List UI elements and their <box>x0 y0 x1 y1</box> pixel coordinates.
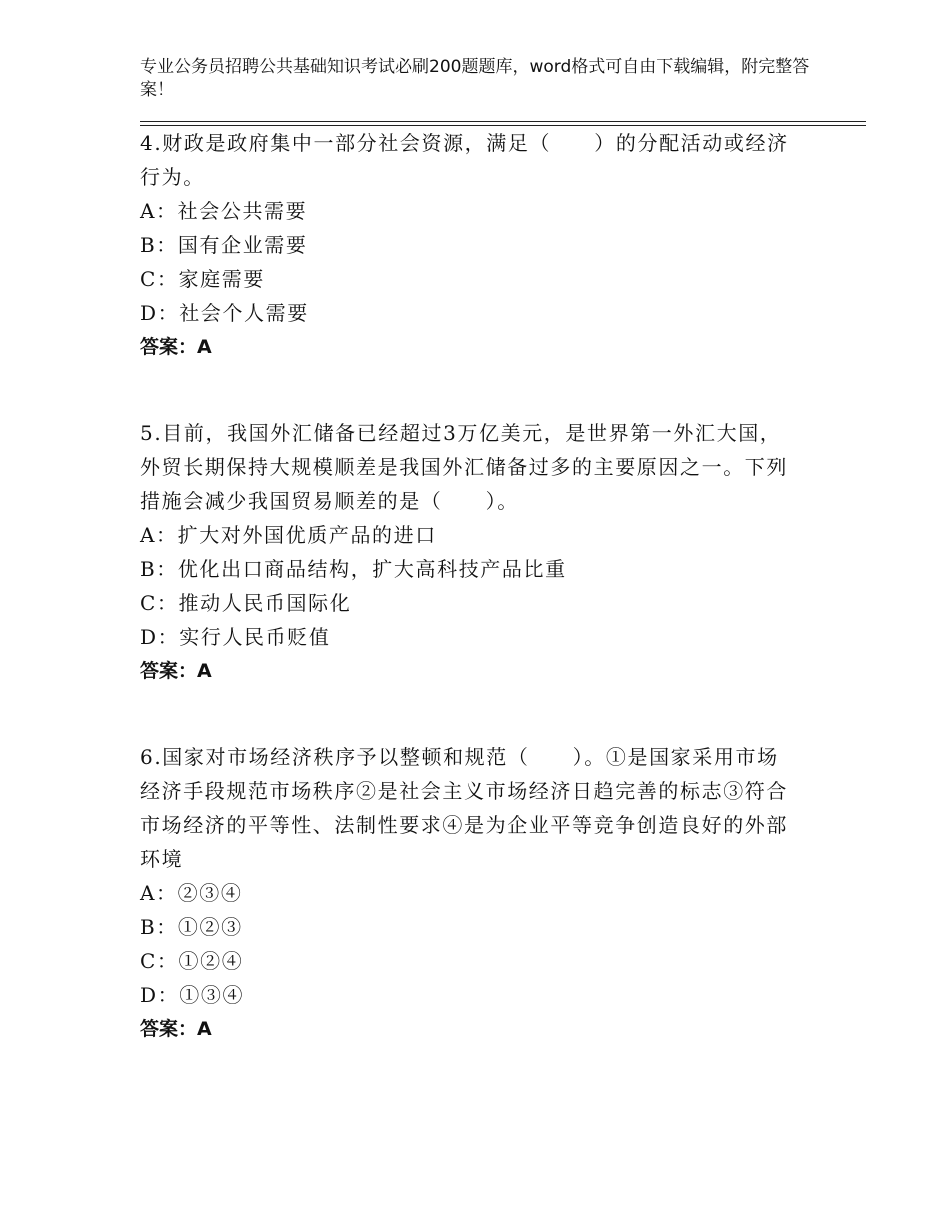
option-text: ①②③ <box>177 915 243 939</box>
option-a <box>140 876 800 910</box>
option-text: 社会个人需要 <box>179 301 309 325</box>
question-4 <box>140 126 800 364</box>
option-b <box>140 228 800 262</box>
question-stem: 6.国家对市场经济秩序予以整顿和规范（ ）。①是国家采用市场经济手段规范市场秩序②是社会主义市场经济日趋完善的标志③符合市场经济的平等性、法制性要求④是为企业平等竞争创造良好的外部环境 <box>140 745 788 871</box>
answer-label: 答案：A <box>140 1018 212 1040</box>
question-stem: 4.财政是政府集中一部分社会资源，满足（ ）的分配活动或经济行为。 <box>140 131 789 189</box>
option-label: B： <box>140 233 178 257</box>
option-d <box>140 296 800 330</box>
option-d <box>140 978 800 1012</box>
option-label: C： <box>140 591 179 615</box>
answer-label: 答案：A <box>140 336 212 358</box>
option-text: 社会公共需要 <box>177 199 308 223</box>
question-5 <box>140 416 800 688</box>
option-text: ①③④ <box>179 983 245 1007</box>
option-c <box>140 944 800 978</box>
option-text: 家庭需要 <box>178 267 265 291</box>
question-6 <box>140 740 800 1046</box>
option-label: A： <box>140 881 178 905</box>
option-text: 优化出口商品结构，扩大高科技产品比重 <box>177 557 567 581</box>
option-label: C： <box>140 267 179 291</box>
answer-label: 答案：A <box>140 660 212 682</box>
option-label: A： <box>140 523 178 547</box>
header-divider-top <box>140 121 866 122</box>
option-label: D： <box>140 301 180 325</box>
option-text: 推动人民币国际化 <box>178 591 352 615</box>
page-header <box>140 56 840 102</box>
option-d <box>140 620 800 654</box>
option-text: 实行人民币贬值 <box>179 625 331 649</box>
header-text: 专业公务员招聘公共基础知识考试必刷200题题库，word格式可自由下载编辑，附完整答案！ <box>140 57 810 100</box>
option-text: ②③④ <box>177 881 243 905</box>
option-label: D： <box>140 625 180 649</box>
option-label: D： <box>140 983 180 1007</box>
option-c <box>140 586 800 620</box>
option-text: 国有企业需要 <box>177 233 308 257</box>
option-b <box>140 552 800 586</box>
option-a <box>140 194 800 228</box>
option-text: 扩大对外国优质产品的进口 <box>177 523 437 547</box>
option-a <box>140 518 800 552</box>
option-label: B： <box>140 557 178 581</box>
question-stem: 5.目前，我国外汇储备已经超过3万亿美元，是世界第一外汇大国，外贸长期保持大规模顺差是我国外汇储备过多的主要原因之一。下列措施会减少我国贸易顺差的是（ ）。 <box>140 421 788 513</box>
option-text: ①②④ <box>178 949 244 973</box>
option-label: C： <box>140 949 179 973</box>
question-list <box>140 126 800 1098</box>
option-b <box>140 910 800 944</box>
option-label: A： <box>140 199 178 223</box>
option-label: B： <box>140 915 178 939</box>
option-c <box>140 262 800 296</box>
